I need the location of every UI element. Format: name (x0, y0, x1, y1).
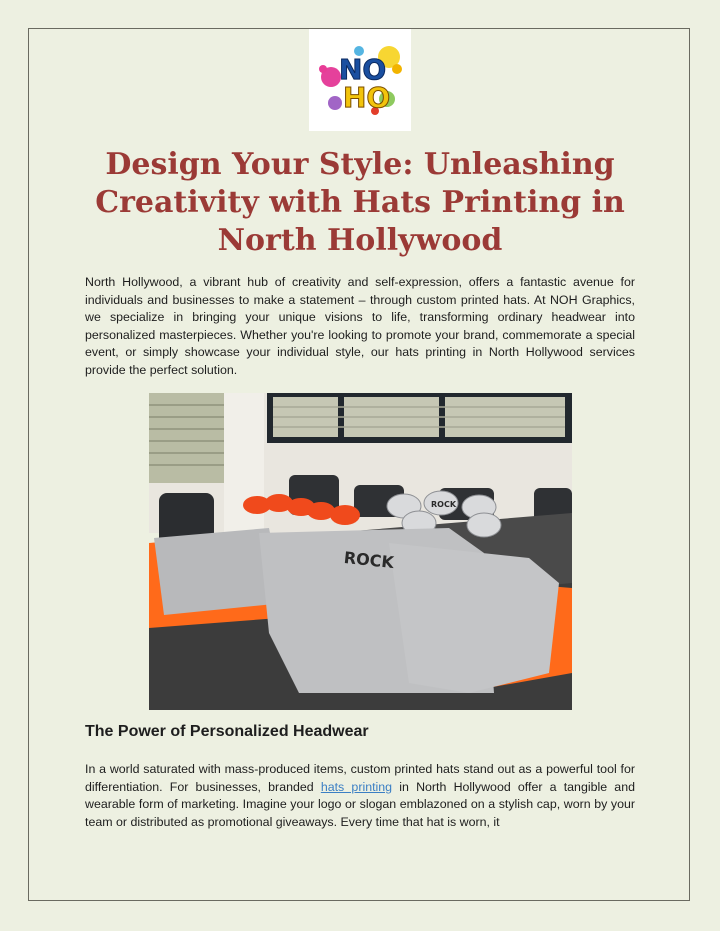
section-paragraph (85, 761, 635, 831)
noh-graphics-logo (309, 29, 411, 131)
hats-printing-link[interactable]: hats printing (320, 779, 393, 794)
cap-print-text: ROCK (431, 500, 457, 509)
page-title: Design Your Style: Unleashing Creativity with Hats Printing in North Hollywood (95, 147, 625, 258)
logo-text-bottom: HO (343, 81, 391, 114)
intro-paragraph: North Hollywood, a vibrant hub of creativity and self-expression, offers a fantastic avenue for individuals and businesses to make a statement – through custom printed hats. At NOH Graphics, we specialize in bringing your unique visions to life, transforming ordinary headwear into personalized masterpieces. Whether you're looking to promote your brand, commemorate a special event, or simply showcase your individual style, our hats printing in North Hollywood services provide the perfect solution. (85, 275, 635, 377)
section-paragraph-text-after: in North Hollywood offer a tangible and wearable form of marketing. Imagine your logo or slogan emblazoned on a stylish cap, worn by your team or distributed as promotional giveaways. Every time that hat is worn, it (85, 779, 635, 829)
logo-graphic (309, 29, 411, 131)
product-photo (149, 393, 572, 710)
section-heading: The Power of Personalized Headwear (85, 723, 369, 740)
logo-text-top: NO (339, 53, 387, 86)
section-paragraph-text-before: In a world saturated with mass-produced items, custom printed hats stand out as a powerful tool for differentiation. For businesses, branded (85, 762, 635, 794)
photo-illustration (149, 393, 572, 710)
shirt-print-text: ROCK (342, 547, 395, 573)
